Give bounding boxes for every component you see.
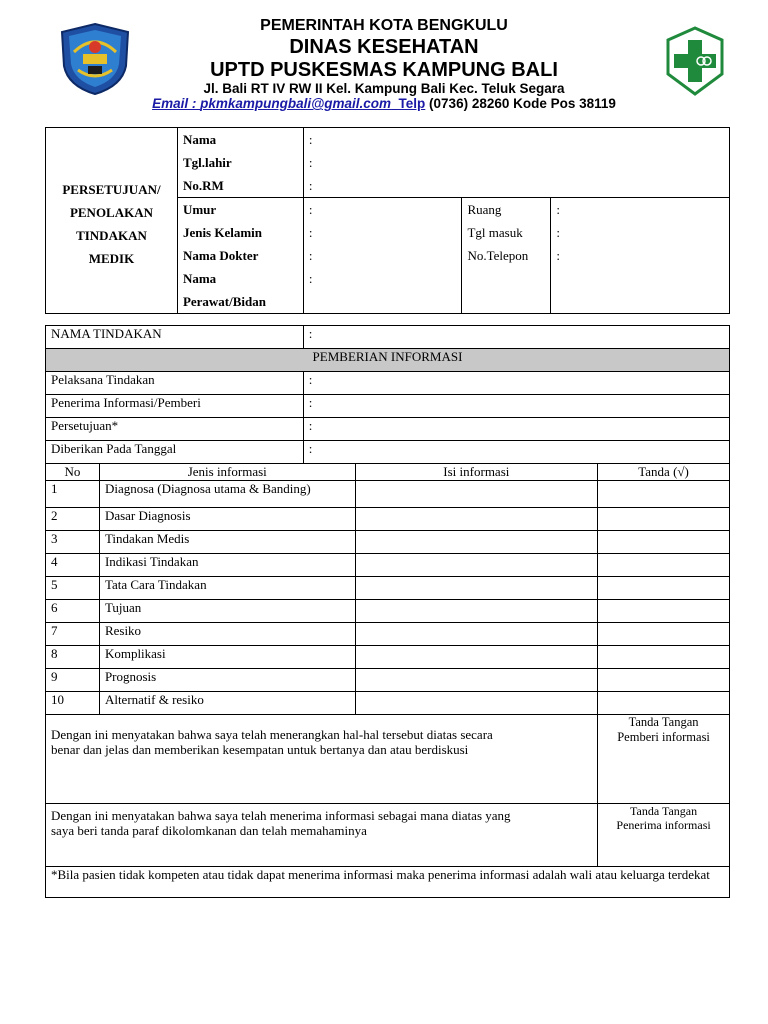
table-row bbox=[46, 646, 730, 669]
patient-identity-table bbox=[45, 127, 730, 314]
label-ruang: Ruang bbox=[467, 202, 502, 217]
statement-pemberi-line: benar dan jelas dan memberikan kesempatan untuk bertanya dan atau berdiskusi bbox=[51, 742, 469, 757]
email-link[interactable]: pkmkampungbali@gmail.com bbox=[200, 96, 392, 111]
row-no: 3 bbox=[46, 531, 100, 554]
form-title-line: TINDAKAN bbox=[76, 227, 147, 243]
header-no: No bbox=[46, 464, 100, 481]
header-department: DINAS KESEHATAN bbox=[289, 36, 479, 58]
label-nama-perawat: Nama bbox=[182, 271, 217, 286]
value-diberikan-tanggal[interactable]: : bbox=[303, 441, 729, 464]
header-tanda: Tanda (√) bbox=[598, 464, 730, 481]
tindakan-table bbox=[45, 325, 730, 464]
telp-label: Telp bbox=[398, 96, 426, 111]
table-row bbox=[46, 577, 730, 600]
value-nama-perawat[interactable]: : bbox=[308, 271, 313, 286]
row-tanda-cell[interactable] bbox=[598, 646, 730, 669]
row-jenis: Resiko bbox=[99, 623, 355, 646]
row-isi-cell[interactable] bbox=[355, 481, 598, 508]
value-no-telepon[interactable]: : bbox=[556, 248, 561, 263]
row-tanda-cell[interactable] bbox=[598, 623, 730, 646]
value-tgl-lahir[interactable]: : bbox=[308, 155, 313, 170]
label-nama-dokter: Nama Dokter bbox=[182, 248, 259, 263]
header-contact bbox=[0, 96, 768, 111]
value-jenis-kelamin[interactable]: : bbox=[308, 225, 313, 240]
label-tgl-lahir: Tgl.lahir bbox=[182, 155, 232, 170]
row-tanda-cell[interactable] bbox=[598, 692, 730, 715]
row-no: 9 bbox=[46, 669, 100, 692]
table-row bbox=[46, 508, 730, 531]
table-row bbox=[46, 669, 730, 692]
form-title-line: PERSETUJUAN/ bbox=[62, 181, 161, 197]
signature-pemberi-role: Pemberi informasi bbox=[617, 730, 710, 744]
value-tgl-masuk[interactable]: : bbox=[556, 225, 561, 240]
value-persetujuan[interactable]: : bbox=[303, 418, 729, 441]
row-tanda-cell[interactable] bbox=[598, 669, 730, 692]
statement-penerima-line: saya beri tanda paraf dikolomkanan dan telah memahaminya bbox=[51, 823, 367, 838]
form-title-cell bbox=[46, 128, 178, 314]
value-ruang[interactable]: : bbox=[556, 202, 561, 217]
row-isi-cell[interactable] bbox=[355, 669, 598, 692]
value-pelaksana-tindakan[interactable]: : bbox=[303, 372, 729, 395]
row-jenis: Alternatif & resiko bbox=[99, 692, 355, 715]
label-nama: Nama bbox=[182, 132, 217, 147]
signature-pemberi-title: Tanda Tangan bbox=[628, 715, 699, 729]
row-isi-cell[interactable] bbox=[355, 692, 598, 715]
header-address: Jl. Bali RT IV RW II Kel. Kampung Bali Kec. Teluk Segara bbox=[203, 81, 565, 96]
table-row bbox=[46, 692, 730, 715]
row-jenis: Prognosis bbox=[99, 669, 355, 692]
label-diberikan-tanggal: Diberikan Pada Tanggal bbox=[46, 441, 304, 464]
telp-number: (0736) 28260 Kode Pos 38119 bbox=[425, 96, 616, 111]
patient-right-labels bbox=[462, 198, 551, 314]
label-persetujuan: Persetujuan* bbox=[46, 418, 304, 441]
row-isi-cell[interactable] bbox=[355, 508, 598, 531]
signature-penerima-title: Tanda Tangan bbox=[630, 804, 698, 818]
table-row bbox=[46, 481, 730, 508]
form-title-line: MEDIK bbox=[88, 250, 135, 266]
row-tanda-cell[interactable] bbox=[598, 554, 730, 577]
row-no: 7 bbox=[46, 623, 100, 646]
value-penerima-informasi[interactable]: : bbox=[303, 395, 729, 418]
label-perawat-bidan: Perawat/Bidan bbox=[182, 294, 266, 309]
signature-penerima-role: Penerima informasi bbox=[616, 818, 711, 832]
statement-pemberi-line: Dengan ini menyatakan bahwa saya telah menerangkan hal-hal tersebut diatas secara bbox=[51, 727, 493, 742]
patient-top-labels bbox=[177, 128, 303, 198]
row-jenis: Diagnosa (Diagnosa utama & Banding) bbox=[99, 481, 355, 508]
row-isi-cell[interactable] bbox=[355, 531, 598, 554]
row-tanda-cell[interactable] bbox=[598, 600, 730, 623]
label-jenis-kelamin: Jenis Kelamin bbox=[182, 225, 263, 240]
row-jenis: Komplikasi bbox=[99, 646, 355, 669]
form-title-line: PENOLAKAN bbox=[69, 204, 153, 220]
patient-right-values[interactable] bbox=[551, 198, 730, 314]
label-tgl-masuk: Tgl masuk bbox=[467, 225, 523, 240]
table-row bbox=[46, 531, 730, 554]
label-umur: Umur bbox=[182, 202, 217, 217]
row-no: 6 bbox=[46, 600, 100, 623]
row-isi-cell[interactable] bbox=[355, 646, 598, 669]
header-institution: UPTD PUSKESMAS KAMPUNG BALI bbox=[210, 59, 558, 81]
section-pemberian-informasi: PEMBERIAN INFORMASI bbox=[46, 349, 730, 372]
row-jenis: Tata Cara Tindakan bbox=[99, 577, 355, 600]
row-no: 5 bbox=[46, 577, 100, 600]
label-nama-tindakan: NAMA TINDAKAN bbox=[46, 326, 304, 349]
value-no-rm[interactable]: : bbox=[308, 178, 313, 193]
patient-top-values[interactable] bbox=[303, 128, 729, 198]
row-jenis: Tindakan Medis bbox=[99, 531, 355, 554]
table-row bbox=[46, 600, 730, 623]
row-isi-cell[interactable] bbox=[355, 554, 598, 577]
header-isi-informasi: Isi informasi bbox=[355, 464, 598, 481]
row-tanda-cell[interactable] bbox=[598, 481, 730, 508]
row-no: 10 bbox=[46, 692, 100, 715]
statement-penerima bbox=[46, 804, 598, 867]
footnote: *Bila pasien tidak kompeten atau tidak dapat menerima informasi maka penerima informasi adalah wali atau keluarga terdekat bbox=[46, 867, 730, 898]
row-tanda-cell[interactable] bbox=[598, 577, 730, 600]
row-tanda-cell[interactable] bbox=[598, 531, 730, 554]
row-no: 1 bbox=[46, 481, 100, 508]
row-no: 4 bbox=[46, 554, 100, 577]
row-jenis: Indikasi Tindakan bbox=[99, 554, 355, 577]
patient-bottom-values[interactable] bbox=[303, 198, 462, 314]
row-tanda-cell[interactable] bbox=[598, 508, 730, 531]
signature-pemberi-cell[interactable] bbox=[598, 715, 730, 804]
value-nama-tindakan[interactable]: : bbox=[303, 326, 729, 349]
information-table bbox=[45, 463, 730, 898]
row-jenis: Dasar Diagnosis bbox=[99, 508, 355, 531]
label-no-rm: No.RM bbox=[182, 178, 224, 193]
label-pelaksana-tindakan: Pelaksana Tindakan bbox=[46, 372, 304, 395]
patient-bottom-labels bbox=[177, 198, 303, 314]
email-label: Email : bbox=[152, 96, 201, 111]
row-isi-cell[interactable] bbox=[355, 600, 598, 623]
row-jenis: Tujuan bbox=[99, 600, 355, 623]
signature-penerima-cell[interactable] bbox=[598, 804, 730, 867]
row-isi-cell[interactable] bbox=[355, 623, 598, 646]
row-no: 8 bbox=[46, 646, 100, 669]
value-nama-dokter[interactable]: : bbox=[308, 248, 313, 263]
header-government: PEMERINTAH KOTA BENGKULU bbox=[260, 17, 508, 34]
row-isi-cell[interactable] bbox=[355, 577, 598, 600]
value-umur[interactable]: : bbox=[308, 202, 313, 217]
header-jenis-informasi: Jenis informasi bbox=[99, 464, 355, 481]
table-row bbox=[46, 623, 730, 646]
value-nama[interactable]: : bbox=[308, 132, 313, 147]
label-penerima-informasi: Penerima Informasi/Pemberi bbox=[46, 395, 304, 418]
table-row bbox=[46, 554, 730, 577]
statement-penerima-line: Dengan ini menyatakan bahwa saya telah menerima informasi sebagai mana diatas yang bbox=[51, 808, 511, 823]
statement-pemberi bbox=[46, 715, 598, 804]
row-no: 2 bbox=[46, 508, 100, 531]
label-no-telepon: No.Telepon bbox=[467, 248, 529, 263]
